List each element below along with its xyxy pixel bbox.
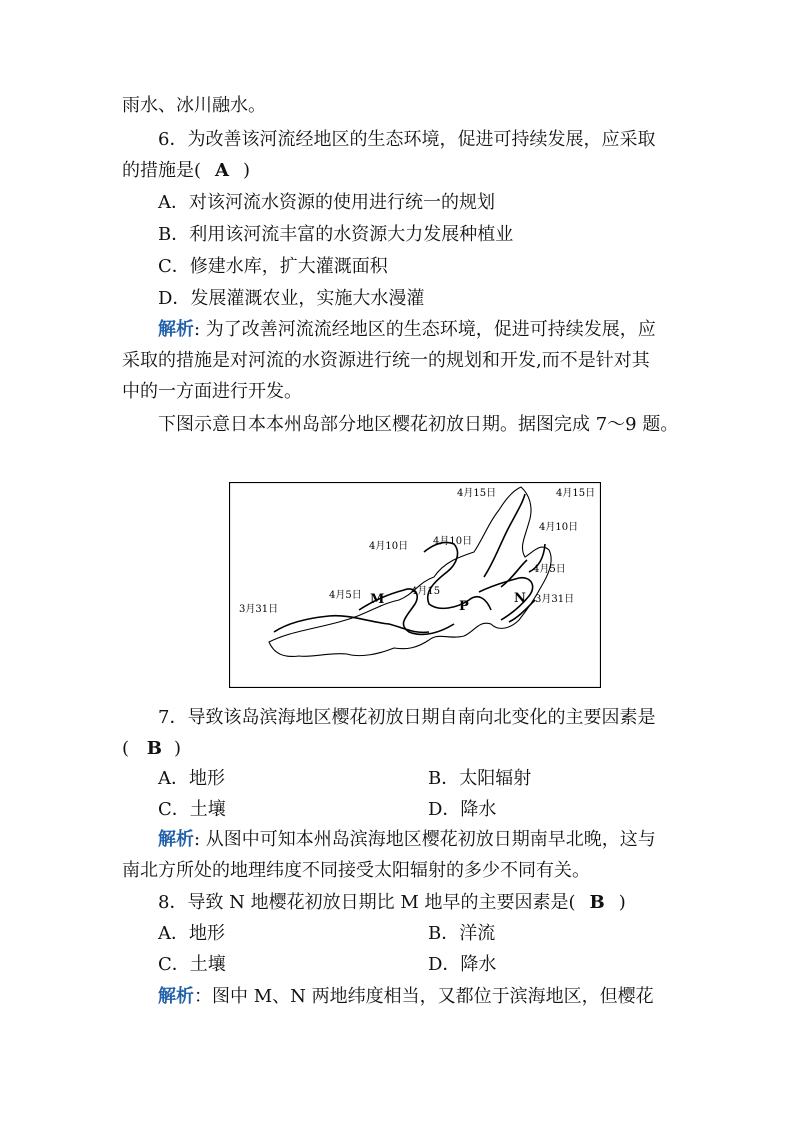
explanation-7 [158,828,656,852]
close-paren: ) [618,892,626,913]
stem-text: 8．导致 N 地樱花初放日期比 M 地早的主要因素是( [158,892,576,913]
close-paren: ) [173,738,181,759]
option-d: D．降水 [428,954,497,975]
explanation-text: ：图中 M、N 两地纬度相当，又都位于滨海地区，但樱花 [194,986,654,1007]
label-apr5-right: 4月5日 [533,564,566,575]
jiexi-label: 解析 [158,986,194,1007]
option-b: B．太阳辐射 [428,768,532,789]
question-8-stem [158,891,626,915]
text-line: 雨水、冰川融水。 [122,95,266,116]
cherry-blossom-map [229,482,601,688]
answer: A [215,160,229,181]
stem-text: 的措施是( [122,160,202,181]
question-7-stem: 7．导致该岛滨海地区樱花初放日期自南向北变化的主要因素是 [158,707,656,728]
option-a: A．地形 [158,923,225,944]
answer: B [589,892,605,913]
explanation-text: : 为了改善河流流经地区的生态环境，促进可持续发展，应 [194,319,656,340]
label-apr15-mid: 4月15 [411,586,441,597]
option-b: B．洋流 [428,923,496,944]
intro-text: 下图示意日本本州岛部分地区樱花初放日期。据图完成 7～9 题。 [158,414,679,435]
label-N: N [514,591,526,606]
explanation-6 [158,318,656,342]
option-a: A．地形 [158,768,225,789]
label-mar31-right: 3月31日 [535,594,575,605]
label-mar31-left: 3月31日 [239,604,279,615]
label-apr10-a: 4月10日 [369,541,409,552]
label-apr15-right: 4月15日 [556,488,596,499]
label-P: P [459,599,469,614]
label-apr5-left: 4月5日 [329,590,362,601]
question-6-stem: 6．为改善该河流经地区的生态环境，促进可持续发展，应采取 [158,129,656,150]
explanation-6-cont: 中的一方面进行开发。 [122,381,302,402]
option-a: A．对该河流水资源的使用进行统一的规划 [158,192,495,213]
question-6-stem-cont [122,159,250,183]
label-apr10-b: 4月10日 [433,536,473,547]
option-c: C．土壤 [158,954,226,975]
answer: B [146,738,162,759]
close-paren: ) [243,160,251,181]
explanation-7-cont: 南北方所处的地理纬度不同接受太阳辐射的多少不同有关。 [122,860,590,881]
option-d: D．降水 [428,799,497,820]
question-7-answer: ( B ) [122,738,181,759]
explanation-6-cont: 采取的措施是对河流的水资源进行统一的规划和开发,而不是针对其 [122,350,650,371]
option-c: C．土壤 [158,799,226,820]
label-apr10-right: 4月10日 [539,522,579,533]
explanation-8 [158,985,654,1009]
label-apr15-left: 4月15日 [457,488,497,499]
explanation-text: : 从图中可知本州岛滨海地区樱花初放日期南早北晚，这与 [194,829,656,850]
jiexi-label: 解析 [158,829,194,850]
jiexi-label: 解析 [158,319,194,340]
option-b: B．利用该河流丰富的水资源大力发展种植业 [158,224,514,245]
map-frame [230,483,601,688]
label-M: M [370,592,385,607]
option-c: C．修建水库，扩大灌溉面积 [158,256,388,277]
option-d: D．发展灌溉农业，实施大水漫灌 [158,288,425,309]
